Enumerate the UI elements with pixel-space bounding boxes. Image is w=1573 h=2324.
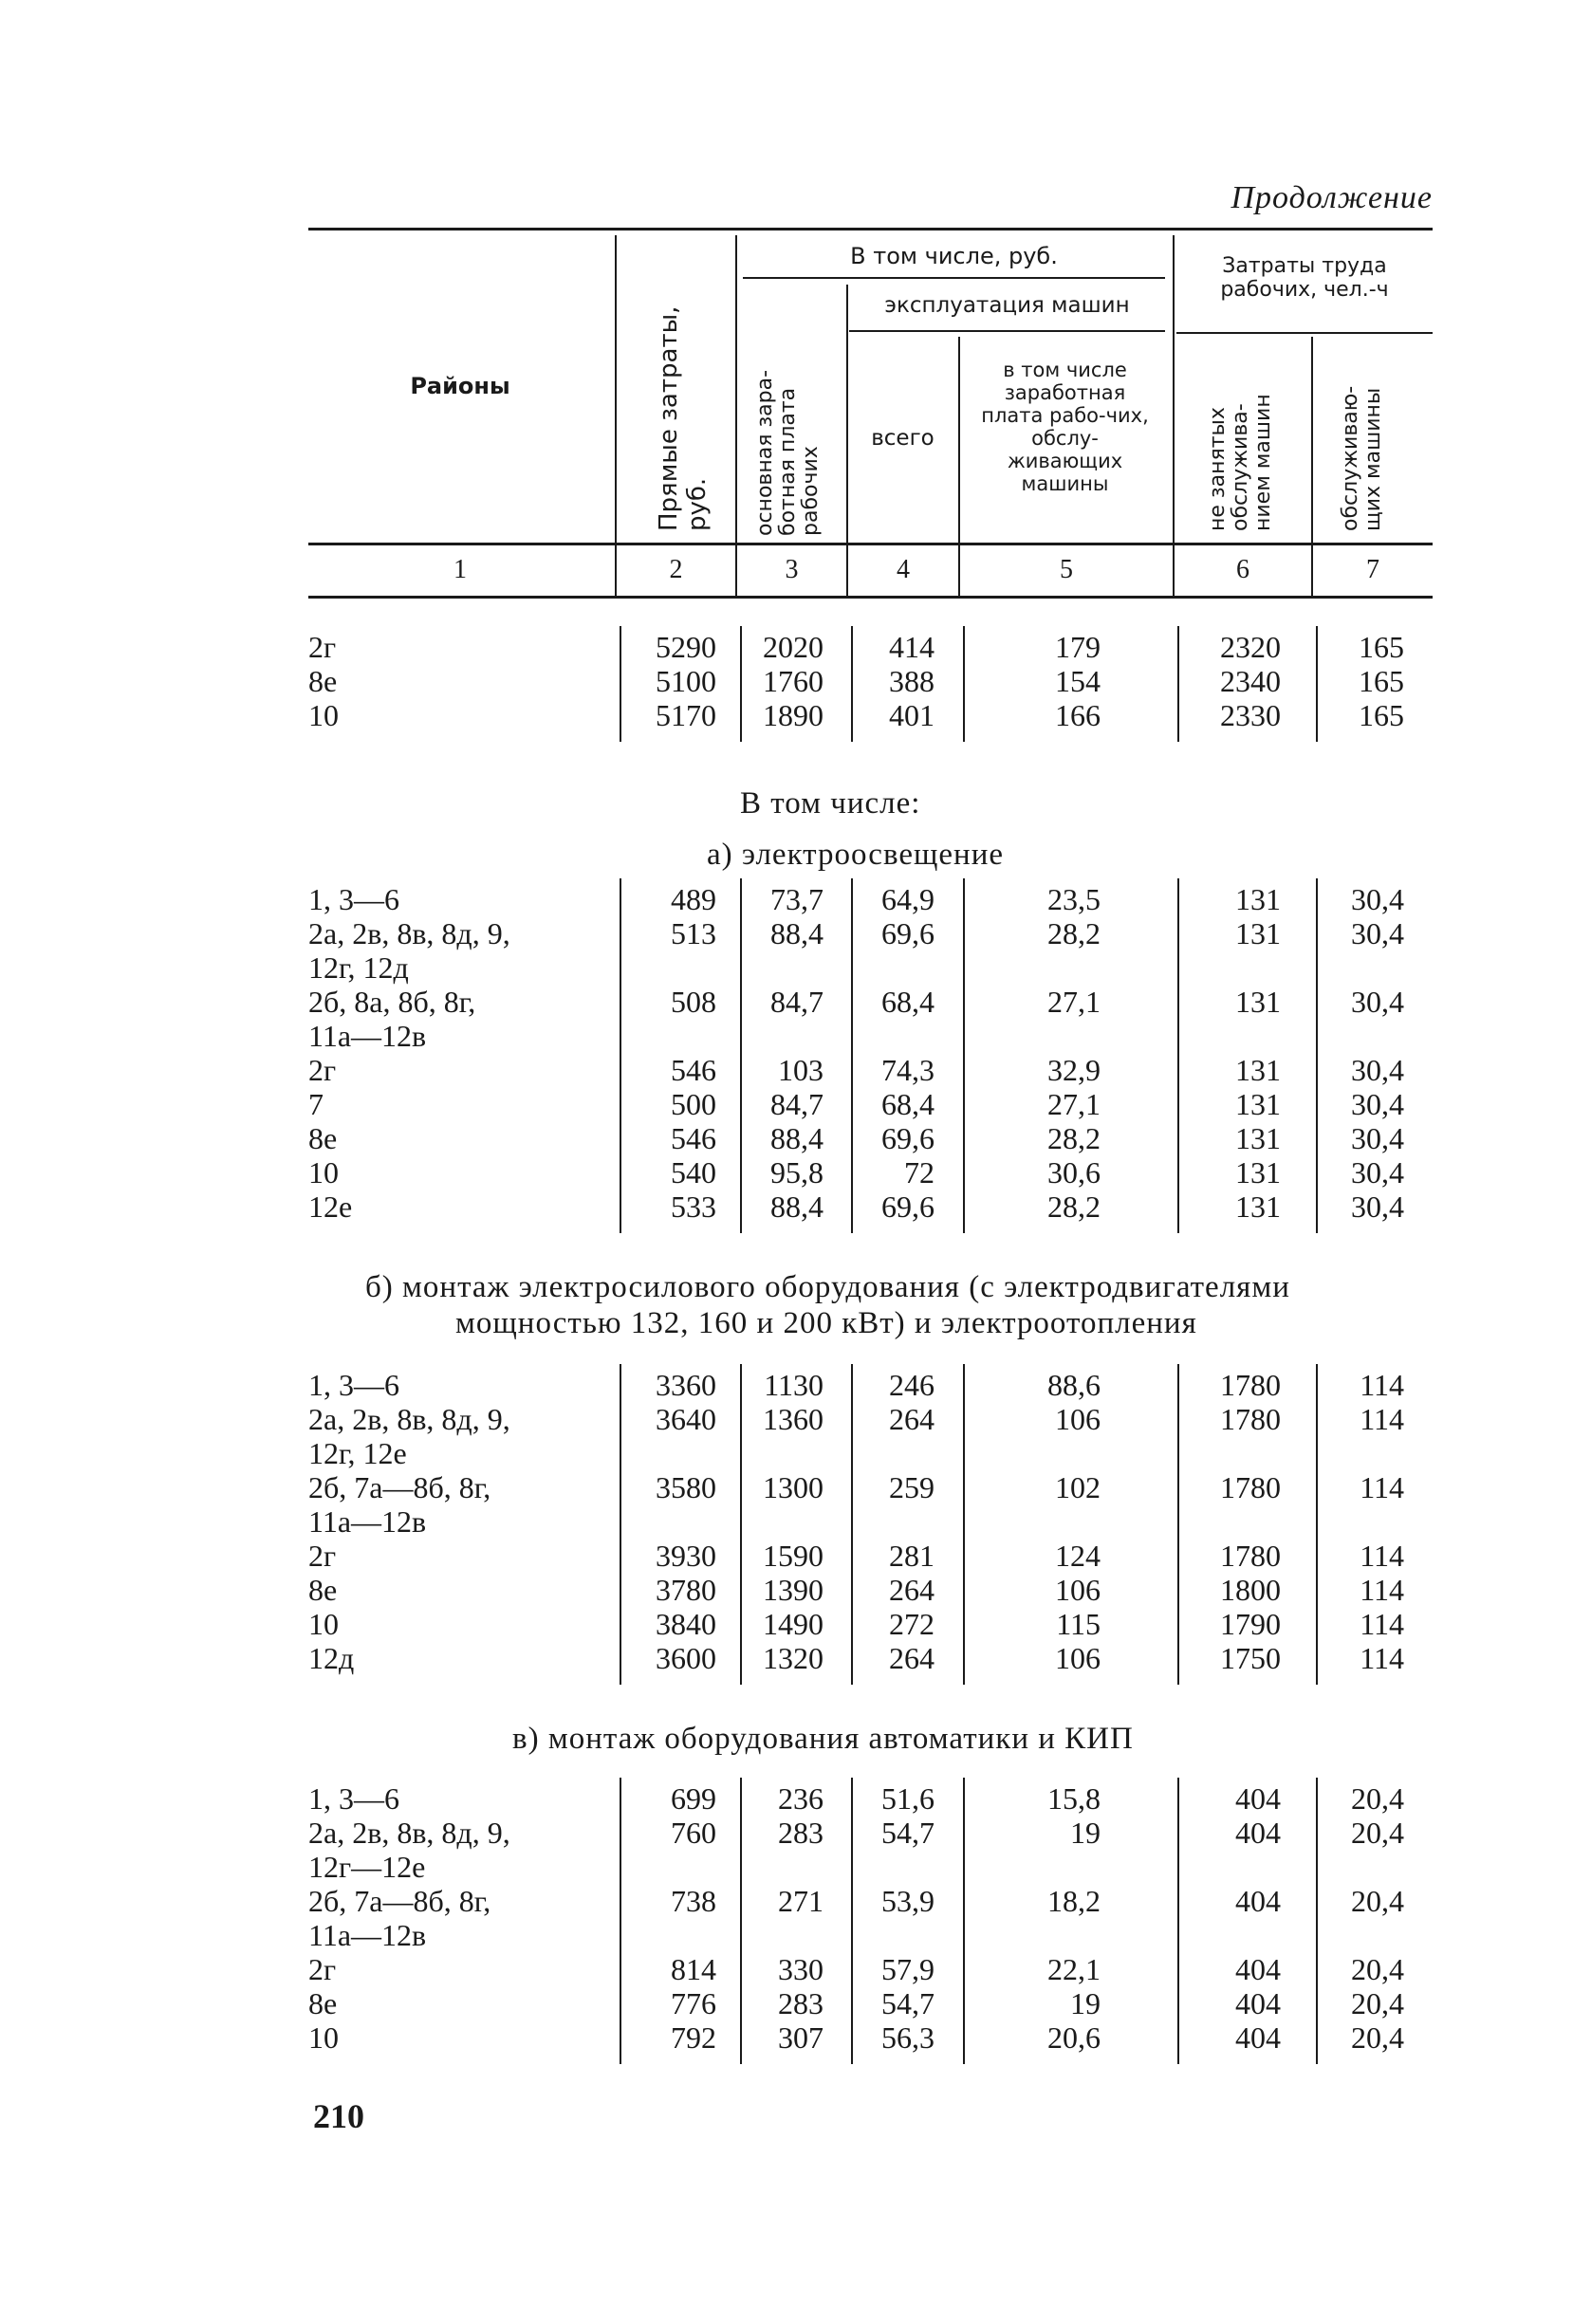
row-cell-col6: 1780	[1220, 1539, 1281, 1573]
row-cell-col3: 1320	[763, 1641, 824, 1675]
row-cell-col3: 1490	[763, 1607, 824, 1641]
row-region-line: 2г	[308, 630, 337, 664]
row-region-line: 2а, 2в, 8в, 8д, 9,	[308, 916, 510, 950]
row-cell-col3: 307	[778, 2020, 824, 2055]
row-cell-col3: 1760	[763, 664, 824, 698]
row-region-line: 10	[308, 698, 339, 732]
row-region-line: 10	[308, 1155, 339, 1190]
table-row	[308, 1402, 1433, 1470]
summary-block	[308, 630, 1433, 732]
row-cell-col7: 20,4	[1351, 1781, 1404, 1816]
row-cell-col2: 776	[671, 1986, 716, 2020]
colnum-bottom-rule	[308, 596, 1433, 599]
row-cell-col6: 404	[1235, 1986, 1281, 2020]
row-cell-col2: 500	[671, 1087, 716, 1121]
header-top-rule	[308, 228, 1433, 231]
row-cell-col7: 30,4	[1351, 916, 1404, 950]
row-region-line: 12г, 12д	[308, 950, 409, 985]
col-number-6: 6	[1236, 555, 1249, 584]
row-cell-col5: 27,1	[1047, 985, 1101, 1019]
row-region-line: 12г, 12е	[308, 1436, 407, 1470]
row-cell-col7: 165	[1359, 630, 1404, 664]
row-cell-col5: 166	[1055, 698, 1101, 732]
row-cell-col7: 20,4	[1351, 1986, 1404, 2020]
row-cell-col3: 103	[778, 1053, 824, 1087]
row-region-line: 11а—12в	[308, 1019, 427, 1053]
col-number-4: 4	[897, 555, 910, 584]
row-cell-col7: 30,4	[1351, 1121, 1404, 1155]
column-rule	[1316, 1778, 1318, 2064]
row-cell-col2: 508	[671, 985, 716, 1019]
row-cell-col2: 3780	[656, 1573, 716, 1607]
row-cell-col6: 1780	[1220, 1470, 1281, 1504]
row-cell-col3: 1590	[763, 1539, 824, 1573]
row-cell-col6: 404	[1235, 1952, 1281, 1986]
header-labor-costs: Затраты труда рабочих, чел.-ч	[1220, 254, 1389, 302]
row-cell-col4: 272	[889, 1607, 935, 1641]
column-rule	[851, 626, 853, 742]
row-cell-col5: 22,1	[1047, 1952, 1101, 1986]
row-cell-col4: 54,7	[881, 1816, 935, 1850]
row-cell-col5: 32,9	[1047, 1053, 1101, 1087]
row-cell-col7: 30,4	[1351, 985, 1404, 1019]
row-cell-col6: 1780	[1220, 1368, 1281, 1402]
row-cell-col3: 2020	[763, 630, 824, 664]
row-cell-col6: 131	[1235, 882, 1281, 916]
row-cell-col3: 236	[778, 1781, 824, 1816]
row-cell-col3: 1130	[764, 1368, 824, 1402]
table-row	[308, 1884, 1433, 1952]
row-cell-col4: 69,6	[881, 916, 935, 950]
column-rule	[963, 1364, 965, 1685]
row-cell-col2: 792	[671, 2020, 716, 2055]
row-cell-col5: 28,2	[1047, 916, 1101, 950]
column-rule	[1177, 1364, 1179, 1685]
row-region-line: 8е	[308, 1573, 338, 1607]
table-row	[308, 664, 1433, 698]
row-cell-col2: 546	[671, 1121, 716, 1155]
row-cell-col5: 23,5	[1047, 882, 1101, 916]
table-row	[308, 1781, 1433, 1816]
row-cell-col2: 3600	[656, 1641, 716, 1675]
column-rule	[620, 1778, 621, 2064]
table-row	[308, 1121, 1433, 1155]
row-cell-col4: 56,3	[881, 2020, 935, 2055]
header-col-rule-2	[735, 235, 737, 596]
column-rule	[963, 1778, 965, 2064]
row-cell-col4: 57,9	[881, 1952, 935, 1986]
row-cell-col2: 5100	[656, 664, 716, 698]
row-cell-col7: 114	[1360, 1402, 1404, 1436]
table-row	[308, 1607, 1433, 1641]
header-incl-rub: В том числе, руб.	[850, 243, 1058, 269]
row-region-line: 11а—12в	[308, 1918, 427, 1952]
row-cell-col3: 283	[778, 1986, 824, 2020]
row-cell-col2: 3580	[656, 1470, 716, 1504]
column-rule	[740, 1778, 742, 2064]
row-cell-col4: 264	[889, 1641, 935, 1675]
row-region-line: 8е	[308, 664, 338, 698]
row-region-line: 2г	[308, 1952, 337, 1986]
row-cell-col2: 3640	[656, 1402, 716, 1436]
row-cell-col2: 546	[671, 1053, 716, 1087]
row-cell-col6: 131	[1235, 1155, 1281, 1190]
table-row	[308, 2020, 1433, 2055]
row-cell-col2: 738	[671, 1884, 716, 1918]
row-cell-col2: 513	[671, 916, 716, 950]
row-cell-col5: 19	[1070, 1816, 1101, 1850]
row-cell-col7: 30,4	[1351, 1053, 1404, 1087]
column-rule	[1177, 626, 1179, 742]
row-cell-col3: 1390	[763, 1573, 824, 1607]
row-cell-col4: 74,3	[881, 1053, 935, 1087]
col-number-2: 2	[669, 555, 683, 584]
section-a-title: а) электроосвещение	[707, 838, 1005, 872]
row-cell-col4: 281	[889, 1539, 935, 1573]
row-cell-col7: 30,4	[1351, 882, 1404, 916]
row-cell-col4: 264	[889, 1573, 935, 1607]
table-row	[308, 698, 1433, 732]
row-cell-col2: 533	[671, 1190, 716, 1224]
row-cell-col6: 404	[1235, 1781, 1281, 1816]
row-region-line: 2г	[308, 1053, 337, 1087]
row-cell-col5: 88,6	[1047, 1368, 1101, 1402]
row-cell-col7: 20,4	[1351, 1952, 1404, 1986]
row-cell-col4: 72	[904, 1155, 935, 1190]
row-cell-col3: 88,4	[770, 1121, 824, 1155]
row-cell-col6: 131	[1235, 916, 1281, 950]
row-cell-col2: 3360	[656, 1368, 716, 1402]
row-cell-col5: 20,6	[1047, 2020, 1101, 2055]
col-number-7: 7	[1366, 555, 1379, 584]
row-cell-col3: 73,7	[770, 882, 824, 916]
section-c-title: в) монтаж оборудования автоматики и КИП	[512, 1722, 1134, 1756]
row-region-line: 2б, 7а—8б, 8г,	[308, 1470, 491, 1504]
row-cell-col5: 15,8	[1047, 1781, 1101, 1816]
column-rule	[1177, 878, 1179, 1233]
row-cell-col5: 19	[1070, 1986, 1101, 2020]
row-cell-col5: 115	[1056, 1607, 1101, 1641]
row-cell-col2: 814	[671, 1952, 716, 1986]
row-cell-col5: 106	[1055, 1573, 1101, 1607]
header-machine-operation: эксплуатация машин	[884, 293, 1130, 318]
row-region-line: 12г—12е	[308, 1850, 426, 1884]
row-cell-col7: 114	[1360, 1539, 1404, 1573]
row-cell-col5: 27,1	[1047, 1087, 1101, 1121]
row-cell-col7: 165	[1359, 698, 1404, 732]
row-cell-col2: 699	[671, 1781, 716, 1816]
row-cell-col4: 68,4	[881, 1087, 935, 1121]
header-col-rule-3	[846, 285, 848, 596]
row-cell-col6: 131	[1235, 1053, 1281, 1087]
column-rule	[740, 626, 742, 742]
row-cell-col4: 259	[889, 1470, 935, 1504]
row-cell-col7: 20,4	[1351, 1816, 1404, 1850]
table-row	[308, 1816, 1433, 1884]
table-row	[308, 1641, 1433, 1675]
row-cell-col4: 69,6	[881, 1190, 935, 1224]
row-cell-col4: 69,6	[881, 1121, 935, 1155]
header-regions: Районы	[410, 373, 510, 399]
header-total: всего	[871, 426, 935, 451]
row-region-line: 1, 3—6	[308, 882, 399, 916]
table-row	[308, 1470, 1433, 1539]
row-cell-col4: 64,9	[881, 882, 935, 916]
row-cell-col6: 404	[1235, 1816, 1281, 1850]
row-cell-col3: 88,4	[770, 916, 824, 950]
row-cell-col4: 51,6	[881, 1781, 935, 1816]
header-col-rule-1	[615, 235, 617, 596]
row-cell-col7: 114	[1360, 1368, 1404, 1402]
row-cell-col6: 1800	[1220, 1573, 1281, 1607]
col-number-3: 3	[785, 555, 799, 584]
header-bottom-rule	[308, 543, 1433, 545]
row-cell-col7: 165	[1359, 664, 1404, 698]
continuation-label: Продолжение	[1231, 180, 1433, 215]
row-cell-col2: 3840	[656, 1607, 716, 1641]
row-cell-col6: 1780	[1220, 1402, 1281, 1436]
row-cell-col4: 414	[889, 630, 935, 664]
table-row	[308, 882, 1433, 916]
row-cell-col7: 114	[1360, 1607, 1404, 1641]
row-cell-col7: 20,4	[1351, 1884, 1404, 1918]
column-rule	[1316, 626, 1318, 742]
section-b-title-line1: б) монтаж электросилового оборудования (с электродвигателями	[365, 1270, 1290, 1304]
row-cell-col6: 1750	[1220, 1641, 1281, 1675]
row-cell-col2: 3930	[656, 1539, 716, 1573]
column-rule	[620, 626, 621, 742]
header-direct-costs: Прямые затраты, руб.	[655, 305, 712, 531]
row-cell-col3: 84,7	[770, 1087, 824, 1121]
col-number-5: 5	[1060, 555, 1073, 584]
header-incl-wage: в том числе заработная плата рабо-чих, обслу-живающих машины	[981, 359, 1149, 495]
column-rule	[851, 1778, 853, 2064]
column-rule	[620, 1364, 621, 1685]
row-cell-col2: 489	[671, 882, 716, 916]
row-cell-col7: 30,4	[1351, 1155, 1404, 1190]
section-b-title-line2: мощностью 132, 160 и 200 кВт) и электроотопления	[455, 1306, 1197, 1340]
table-row	[308, 1952, 1433, 1986]
row-cell-col7: 30,4	[1351, 1190, 1404, 1224]
row-cell-col3: 271	[778, 1884, 824, 1918]
row-cell-col7: 114	[1360, 1573, 1404, 1607]
incl-rub-rule	[743, 277, 1165, 279]
row-cell-col6: 131	[1235, 1190, 1281, 1224]
header-not-busy: не занятых обслужива-нием машин	[1206, 394, 1275, 531]
column-rule	[620, 878, 621, 1233]
row-cell-col3: 1300	[763, 1470, 824, 1504]
row-cell-col6: 131	[1235, 985, 1281, 1019]
page-number: 210	[313, 2097, 364, 2135]
row-cell-col2: 5170	[656, 698, 716, 732]
including-label: В том числе:	[740, 786, 921, 821]
row-cell-col7: 20,4	[1351, 2020, 1404, 2055]
table-row	[308, 1087, 1433, 1121]
row-cell-col5: 18,2	[1047, 1884, 1101, 1918]
row-region-line: 7	[308, 1087, 324, 1121]
row-cell-col3: 1890	[763, 698, 824, 732]
row-cell-col4: 54,7	[881, 1986, 935, 2020]
row-cell-col3: 330	[778, 1952, 824, 1986]
header-col-rule-5	[1173, 235, 1175, 596]
table-row	[308, 1986, 1433, 2020]
machine-op-rule	[849, 330, 1165, 332]
row-cell-col4: 53,9	[881, 1884, 935, 1918]
section-a-block	[308, 882, 1433, 1224]
row-cell-col4: 246	[889, 1368, 935, 1402]
table-row	[308, 630, 1433, 664]
row-cell-col7: 114	[1360, 1470, 1404, 1504]
col-number-1: 1	[453, 555, 467, 584]
row-region-line: 8е	[308, 1986, 338, 2020]
column-rule	[1177, 1778, 1179, 2064]
row-cell-col6: 404	[1235, 1884, 1281, 1918]
row-cell-col3: 88,4	[770, 1190, 824, 1224]
row-cell-col3: 1360	[763, 1402, 824, 1436]
column-rule	[1316, 878, 1318, 1233]
table-row	[308, 1368, 1433, 1402]
row-cell-col2: 5290	[656, 630, 716, 664]
row-cell-col5: 28,2	[1047, 1121, 1101, 1155]
row-cell-col6: 2340	[1220, 664, 1281, 698]
column-rule	[963, 878, 965, 1233]
column-rule	[851, 1364, 853, 1685]
row-cell-col3: 84,7	[770, 985, 824, 1019]
table-row	[308, 1573, 1433, 1607]
row-cell-col6: 404	[1235, 2020, 1281, 2055]
row-cell-col4: 264	[889, 1402, 935, 1436]
row-cell-col5: 124	[1055, 1539, 1101, 1573]
row-cell-col5: 154	[1055, 664, 1101, 698]
row-cell-col3: 283	[778, 1816, 824, 1850]
row-cell-col5: 30,6	[1047, 1155, 1101, 1190]
row-cell-col3: 95,8	[770, 1155, 824, 1190]
section-b-block	[308, 1368, 1433, 1675]
row-cell-col5: 102	[1055, 1470, 1101, 1504]
row-region-line: 10	[308, 2020, 339, 2055]
row-region-line: 2г	[308, 1539, 337, 1573]
row-region-line: 12е	[308, 1190, 353, 1224]
row-cell-col4: 388	[889, 664, 935, 698]
table-row	[308, 1190, 1433, 1224]
header-basic-wage: основная зара-ботная плата рабочих	[753, 369, 823, 536]
row-cell-col6: 131	[1235, 1121, 1281, 1155]
header-serving: обслуживаю-щих машины	[1339, 385, 1385, 531]
row-cell-col6: 1790	[1220, 1607, 1281, 1641]
row-cell-col2: 760	[671, 1816, 716, 1850]
row-region-line: 1, 3—6	[308, 1368, 399, 1402]
row-cell-col5: 28,2	[1047, 1190, 1101, 1224]
row-region-line: 2б, 7а—8б, 8г,	[308, 1884, 491, 1918]
column-rule	[851, 878, 853, 1233]
row-region-line: 2а, 2в, 8в, 8д, 9,	[308, 1402, 510, 1436]
table-row	[308, 1053, 1433, 1087]
row-cell-col4: 401	[889, 698, 935, 732]
row-region-line: 2б, 8а, 8б, 8г,	[308, 985, 476, 1019]
table-row	[308, 985, 1433, 1053]
table-row	[308, 916, 1433, 985]
row-region-line: 11а—12в	[308, 1504, 427, 1539]
row-cell-col2: 540	[671, 1155, 716, 1190]
row-cell-col7: 114	[1360, 1641, 1404, 1675]
row-cell-col5: 106	[1055, 1402, 1101, 1436]
row-region-line: 12д	[308, 1641, 355, 1675]
column-rule	[963, 626, 965, 742]
column-rule	[740, 1364, 742, 1685]
labor-rule	[1176, 332, 1433, 334]
column-rule	[740, 878, 742, 1233]
row-cell-col7: 30,4	[1351, 1087, 1404, 1121]
row-cell-col6: 131	[1235, 1087, 1281, 1121]
table-row	[308, 1155, 1433, 1190]
row-region-line: 1, 3—6	[308, 1781, 399, 1816]
row-region-line: 10	[308, 1607, 339, 1641]
row-region-line: 2а, 2в, 8в, 8д, 9,	[308, 1816, 510, 1850]
row-cell-col4: 68,4	[881, 985, 935, 1019]
row-cell-col6: 2330	[1220, 698, 1281, 732]
row-region-line: 8е	[308, 1121, 338, 1155]
row-cell-col6: 2320	[1220, 630, 1281, 664]
section-c-block	[308, 1781, 1433, 2055]
column-rule	[1316, 1364, 1318, 1685]
row-cell-col5: 106	[1055, 1641, 1101, 1675]
table-row	[308, 1539, 1433, 1573]
row-cell-col5: 179	[1055, 630, 1101, 664]
